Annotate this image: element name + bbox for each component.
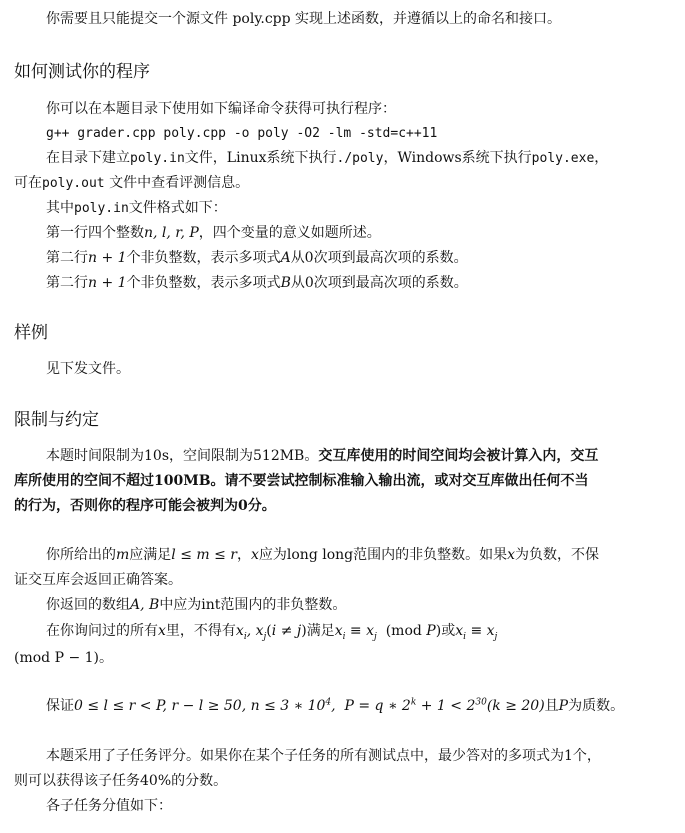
filename-poly-in: poly.in — [130, 151, 185, 166]
run-instruction-line1: 在目录下建立poly.in文件，Linux系统下执行./poly，Windows系统下执行poly.exe， — [46, 150, 609, 166]
math-xi-xj-distinct: $x_i$, $x_j(i \ne j)$ — [235, 623, 307, 642]
section-heading-how-to-test: 如何测试你的程序 — [14, 62, 150, 82]
math-congruence-p: $x_i \equiv x_j$ (mod P) — [334, 623, 442, 642]
compile-command: g++ grader.cpp poly.cpp -o poly -O2 -lm -std=c++11 — [46, 126, 438, 141]
compile-intro: 你可以在本题目录下使用如下编译命令获得可执行程序： — [46, 101, 396, 117]
math-constraints: 0 ≤ l ≤ r < P, r − l ≥ 50, n ≤ 3 ∗ $10^4$, P = q ∗ $2^k + 1 < 2^{30}(k \ge 20)$ — [74, 697, 545, 714]
sample-text: 见下发文件。 — [46, 361, 130, 377]
limits-para3: 你返回的数组A, B中应为int范围内的非负整数。 — [46, 597, 347, 613]
run-instruction-line2: 可在poly.out 文件中查看评测信息。 — [14, 175, 250, 191]
section-heading-limits: 限制与约定 — [14, 410, 99, 430]
limits-para2-line2: 证交互库会返回正确答案。 — [14, 572, 182, 588]
input-format-line1: 第一行四个整数n, l, r, P，四个变量的意义如题所述。 — [46, 225, 381, 241]
limits-para2-line1: 你所给出的m应满足l ≤ m ≤ r，x应为long long范围内的非负整数。如果x为负数，不保 — [46, 547, 600, 563]
limits-para1-line3: 的行为，否则你的程序可能会被判为0分。 — [14, 498, 276, 514]
limits-para5: 保证0 ≤ l ≤ r < P, r − l ≥ 50, n ≤ 3 ∗ $10^4$, P = q ∗ $2^k + 1 < 2^{30}(k \ge 20)$且P为质数。 — [46, 697, 625, 714]
input-format-line2: 第二行n + 1个非负整数，表示多项式A从0次项到最高次项的系数。 — [46, 250, 468, 266]
input-format-intro: 其中poly.in文件格式如下： — [46, 200, 227, 216]
subtask-scores-intro: 各子任务分值如下： — [46, 798, 172, 814]
math-congruence-p-minus-1: $x_i \equiv x_j$ — [455, 623, 498, 642]
exec-windows: poly.exe — [531, 151, 595, 166]
scoring-para-line1: 本题采用了子任务评分。如果你在某个子任务的所有测试点中，最少答对的多项式为1个， — [46, 748, 601, 764]
limits-para4-line1: 在你询问过的所有x里，不得有$x_i$, $x_j(i \ne j)$满足$x_i \equiv x_j$ (mod P)或$x_i \equiv x_j$ — [46, 623, 498, 642]
filename-poly-out: poly.out — [42, 176, 105, 191]
submission-instruction: 你需要且只能提交一个源文件 poly.cpp 实现上述函数，并遵循以上的命名和接口。 — [46, 11, 562, 27]
section-heading-sample: 样例 — [14, 323, 48, 343]
limits-para4-line2: (mod P − 1)。 — [14, 650, 113, 666]
limits-para1-line1: 本题时间限制为10s，空间限制为512MB。交互库使用的时间空间均会被计算入内，交互 — [46, 448, 599, 464]
input-format-line3: 第二行n + 1个非负整数，表示多项式B从0次项到最高次项的系数。 — [46, 275, 468, 291]
exec-linux: ./poly — [336, 151, 384, 166]
filename-poly-in-2: poly.in — [74, 201, 129, 216]
limits-para1-line2: 库所使用的空间不超过100MB。请不要尝试控制标准输入输出流，或对交互库做出任何不当 — [14, 473, 589, 489]
scoring-para-line2: 则可以获得该子任务40%的分数。 — [14, 773, 228, 789]
